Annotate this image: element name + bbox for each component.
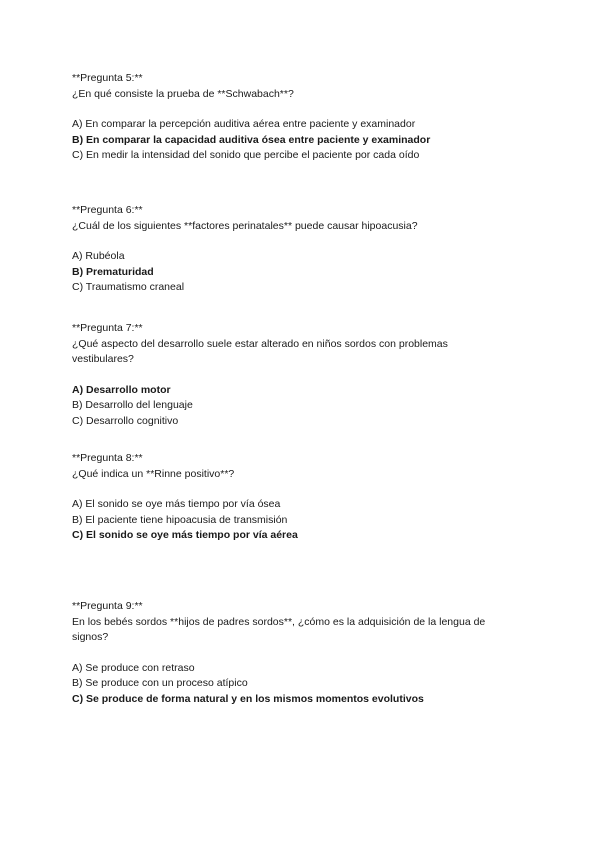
- question-header: **Pregunta 9:**: [72, 600, 143, 612]
- correct-answer-option: C) El sonido se oye más tiempo por vía aérea: [72, 529, 298, 541]
- correct-answer-option: B) Prematuridad: [72, 265, 154, 278]
- question-header: **Pregunta 6:**: [72, 204, 143, 216]
- answer-option: C) Traumatismo craneal: [72, 281, 185, 293]
- correct-answer-option: C) Se produce de forma natural y en los mismos momentos evolutivos: [72, 692, 424, 705]
- answer-option: C) Desarrollo cognitivo: [72, 414, 179, 427]
- question-text: ¿Qué indica un **Rinne positivo**?: [72, 467, 235, 480]
- answer-option: A) Rubéola: [72, 250, 125, 262]
- question-header: **Pregunta 8:**: [72, 452, 143, 464]
- question-7: [72, 321, 532, 429]
- correct-answer-option: A) Desarrollo motor: [72, 383, 171, 396]
- answer-option: A) El sonido se oye más tiempo por vía ósea: [72, 498, 281, 510]
- question-5: [72, 71, 532, 164]
- correct-answer-option: B) En comparar la capacidad auditiva ósea entre paciente y examinador: [72, 133, 431, 146]
- question-text: En los bebés sordos **hijos de padres sordos**, ¿cómo es la adquisición de la lengua de signos?: [72, 615, 486, 643]
- answer-option: A) En comparar la percepción auditiva aérea entre paciente y examinador: [72, 118, 416, 130]
- question-header: **Pregunta 7:**: [72, 322, 143, 334]
- question-header: **Pregunta 5:**: [72, 72, 143, 84]
- answer-option: B) El paciente tiene hipoacusia de transmisión: [72, 513, 288, 526]
- question-text: ¿En qué consiste la prueba de **Schwabach**?: [72, 87, 294, 100]
- answer-option: B) Desarrollo del lenguaje: [72, 399, 193, 411]
- question-text: ¿Cuál de los siguientes **factores perinatales** puede causar hipoacusia?: [72, 219, 418, 232]
- question-6: [72, 203, 532, 296]
- question-9: [72, 599, 532, 707]
- answer-option: C) En medir la intensidad del sonido que percibe el paciente por cada oído: [72, 149, 420, 161]
- question-8: [72, 451, 532, 544]
- question-text: ¿Qué aspecto del desarrollo suele estar alterado en niños sordos con problemas vestibulares?: [72, 337, 448, 365]
- answer-option: A) Se produce con retraso: [72, 661, 195, 674]
- answer-option: B) Se produce con un proceso atípico: [72, 677, 248, 689]
